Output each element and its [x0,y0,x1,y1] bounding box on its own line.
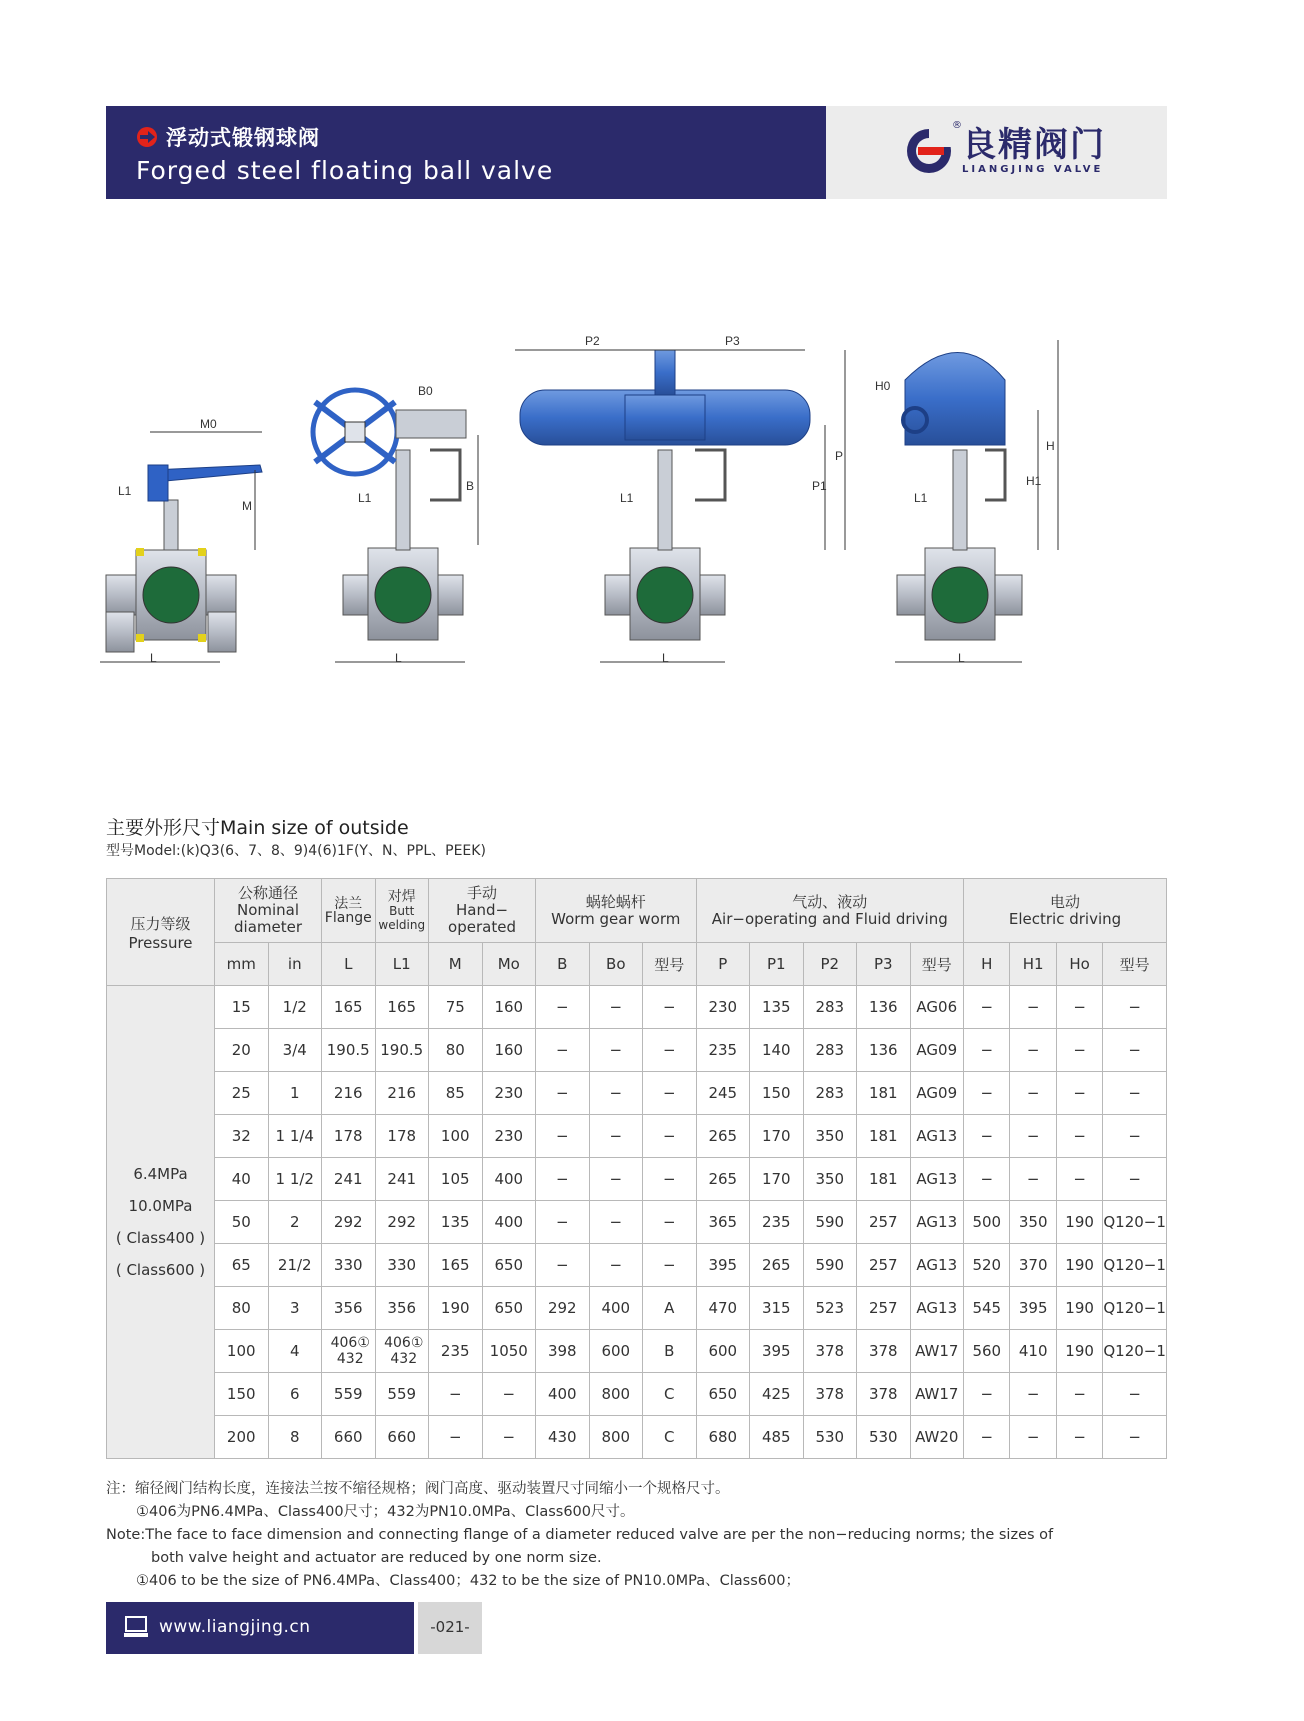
table-cell: − [589,1244,643,1287]
table-cell: 660 [322,1416,376,1459]
table-cell: − [1056,1416,1102,1459]
table-cell: 50 [215,1201,269,1244]
dim-H0: H0 [875,379,891,393]
dim-P: P [835,449,844,463]
table-cell: 178 [375,1115,429,1158]
page-number: -021- [430,1618,470,1636]
table-cell: 160 [482,986,536,1029]
table-cell: AG13 [910,1244,964,1287]
table-cell: 257 [857,1244,911,1287]
header-flange: 法兰 Flange [322,879,376,943]
table-cell: − [589,1115,643,1158]
table-cell: − [964,1373,1010,1416]
table-cell: 181 [857,1072,911,1115]
table-cell: 265 [696,1115,750,1158]
table-cell: 75 [429,986,483,1029]
table-cell: 283 [803,1029,857,1072]
brand-panel [826,106,1167,199]
table-cell: AG13 [910,1201,964,1244]
table-cell: 160 [482,1029,536,1072]
table-cell: 400 [536,1373,590,1416]
table-row [107,1373,1167,1416]
table-cell: 257 [857,1201,911,1244]
table-cell: − [429,1373,483,1416]
table-cell: 170 [750,1158,804,1201]
table-cell: 135 [429,1201,483,1244]
table-cell: 356 [375,1287,429,1330]
table-cell: − [643,986,697,1029]
table-cell: 100 [429,1115,483,1158]
table-cell: 230 [482,1072,536,1115]
dim-M0: M0 [200,417,217,431]
table-cell: 1 1/2 [268,1158,322,1201]
brand-logo [904,120,1106,176]
table-cell: − [1010,1158,1056,1201]
table-cell: 136 [857,986,911,1029]
table-cell: 3/4 [268,1029,322,1072]
table-cell: 395 [1010,1287,1056,1330]
table-cell: − [1010,1072,1056,1115]
table-cell: 80 [215,1287,269,1330]
table-row [107,1072,1167,1115]
registered-mark: ® [952,120,962,131]
table-cell: 283 [803,986,857,1029]
table-cell: 365 [696,1201,750,1244]
table-row [107,1115,1167,1158]
dim-P3: P3 [725,334,740,348]
table-cell: B [643,1330,697,1373]
table-cell: − [536,1158,590,1201]
table-cell: 85 [429,1072,483,1115]
table-cell: 559 [375,1373,429,1416]
dim-L-2: L [395,651,402,665]
table-cell: − [964,1115,1010,1158]
table-cell: − [964,986,1010,1029]
note-line-5: ①406 to be the size of PN6.4MPa、Class400；432 to be the size of PN10.0MPa、Class600； [136,1573,800,1589]
table-cell: 292 [322,1201,376,1244]
table-cell: 800 [589,1416,643,1459]
header-hand-operated: 手动 Hand− operated [429,879,536,943]
table-cell: 190 [1056,1244,1102,1287]
table-cell: 400 [589,1287,643,1330]
note-line-1: 注：缩径阀门结构长度，连接法兰按不缩径规格；阀门高度、驱动装置尺寸同缩小一个规格尺寸。 [106,1481,730,1497]
section-title: 主要外形尺寸Main size of outside [106,817,409,839]
table-cell: 190 [1056,1287,1102,1330]
table-cell: 590 [803,1244,857,1287]
dim-B0: B0 [418,384,433,398]
table-cell: 80 [429,1029,483,1072]
table-cell: 400 [482,1201,536,1244]
subheader-cell: 型号 [1103,943,1167,986]
subheader-cell: L1 [375,943,429,986]
table-cell: 378 [857,1373,911,1416]
valve-hand-operated [100,417,262,665]
table-cell: AG13 [910,1158,964,1201]
table-cell: − [643,1244,697,1287]
header-electric: 电动 Electric driving [964,879,1167,943]
header-air-fluid: 气动、液动 Air−operating and Fluid driving [696,879,964,943]
table-cell: Q120−1 [1103,1244,1167,1287]
table-cell: AW17 [910,1330,964,1373]
table-cell: 292 [536,1287,590,1330]
table-cell: 560 [964,1330,1010,1373]
header-nominal-diameter: 公称通径 Nominal diameter [215,879,322,943]
table-cell: AG09 [910,1029,964,1072]
subheader-cell: P1 [750,943,804,986]
dim-B: B [466,479,475,493]
table-cell: − [536,1072,590,1115]
table-cell: 190 [1056,1201,1102,1244]
dim-P2: P2 [585,334,600,348]
table-cell: Q120−1 [1103,1201,1167,1244]
table-cell: Q120−1 [1103,1287,1167,1330]
subheader-cell: P [696,943,750,986]
table-cell: AG13 [910,1115,964,1158]
table-cell: 265 [750,1244,804,1287]
table-cell: 136 [857,1029,911,1072]
table-cell: − [589,1029,643,1072]
table-cell: 190.5 [322,1029,376,1072]
pressure-line: ( Class400 ) [115,1229,206,1247]
table-cell: A [643,1287,697,1330]
subheader-cell: 型号 [910,943,964,986]
dim-L-4: L [958,651,965,665]
table-cell: 200 [215,1416,269,1459]
dim-L1-2: L1 [358,491,372,505]
subheader-cell: Bo [589,943,643,986]
table-cell: − [643,1158,697,1201]
table-cell: − [1056,1373,1102,1416]
table-row [107,1244,1167,1287]
subheader-cell: in [268,943,322,986]
dim-P1: P1 [812,479,827,493]
pressure-line: 10.0MPa [128,1197,193,1215]
table-cell: 590 [803,1201,857,1244]
table-cell: − [1010,1416,1056,1459]
table-cell: 283 [803,1072,857,1115]
table-cell: − [1056,1029,1102,1072]
table-cell: 395 [696,1244,750,1287]
table-cell: 406① 432 [375,1330,429,1373]
table-cell: 600 [589,1330,643,1373]
table-cell: 485 [750,1416,804,1459]
table-cell: 523 [803,1287,857,1330]
table-cell: 105 [429,1158,483,1201]
subheader-cell: H [964,943,1010,986]
table-cell: 410 [1010,1330,1056,1373]
table-cell: 559 [322,1373,376,1416]
table-cell: 680 [696,1416,750,1459]
table-cell: − [1103,1158,1167,1201]
table-cell: 230 [482,1115,536,1158]
table-cell: 241 [375,1158,429,1201]
dimension-table [106,878,1167,1459]
table-row [107,1416,1167,1459]
table-cell: 800 [589,1373,643,1416]
table-cell: − [1103,1416,1167,1459]
table-cell: − [964,1158,1010,1201]
table-cell: 165 [429,1244,483,1287]
table-cell: 520 [964,1244,1010,1287]
title-en: Forged steel floating ball valve [136,156,554,185]
table-cell: 150 [750,1072,804,1115]
table-cell: − [964,1072,1010,1115]
table-cell: 406① 432 [322,1330,376,1373]
table-cell: 378 [857,1330,911,1373]
table-cell: − [536,1029,590,1072]
dim-L1-3: L1 [620,491,634,505]
table-cell: 330 [375,1244,429,1287]
website-link[interactable]: www.liangjing.cn [159,1617,311,1637]
table-cell: 178 [322,1115,376,1158]
table-cell: 216 [322,1072,376,1115]
table-cell: 650 [696,1373,750,1416]
table-cell: 3 [268,1287,322,1330]
table-cell: 170 [750,1115,804,1158]
brand-name-en: LIANGJING VALVE [962,163,1104,175]
subheader-cell: B [536,943,590,986]
table-cell: 2 [268,1201,322,1244]
table-cell: 395 [750,1330,804,1373]
dim-L-1: L [150,651,157,665]
table-cell: 1 [268,1072,322,1115]
pressure-line: 6.4MPa [133,1165,188,1183]
table-cell: 330 [322,1244,376,1287]
table-cell: C [643,1416,697,1459]
dim-H1: H1 [1026,474,1042,488]
table-cell: − [589,1158,643,1201]
header-butt-welding: 对焊 Butt welding [375,879,429,943]
page-number-box [418,1602,482,1654]
table-cell: 530 [857,1416,911,1459]
subheader-cell: M [429,943,483,986]
table-cell: 1/2 [268,986,322,1029]
valve-worm-gear [313,384,478,665]
table-cell: C [643,1373,697,1416]
table-cell: 20 [215,1029,269,1072]
dim-L1-1: L1 [118,484,132,498]
table-cell: 265 [696,1158,750,1201]
table-cell: 190 [1056,1330,1102,1373]
table-cell: 545 [964,1287,1010,1330]
table-cell: 181 [857,1158,911,1201]
dim-M: M [242,499,252,513]
valve-drawings [100,334,1170,690]
table-cell: − [482,1373,536,1416]
table-cell: 378 [803,1330,857,1373]
table-cell: − [536,1201,590,1244]
table-cell: − [1056,1115,1102,1158]
table-cell: AG06 [910,986,964,1029]
table-cell: 292 [375,1201,429,1244]
table-cell: 21/2 [268,1244,322,1287]
table-cell: 500 [964,1201,1010,1244]
table-cell: − [643,1072,697,1115]
valve-electric [875,340,1058,665]
table-cell: − [1103,1115,1167,1158]
table-cell: 140 [750,1029,804,1072]
table-cell: − [1056,1072,1102,1115]
table-cell: 1 1/4 [268,1115,322,1158]
table-cell: − [589,1072,643,1115]
table-cell: 235 [429,1330,483,1373]
table-cell: 660 [375,1416,429,1459]
table-cell: − [589,986,643,1029]
table-cell: 650 [482,1244,536,1287]
table-cell: − [536,986,590,1029]
header-worm-gear: 蜗轮蜗杆 Worm gear worm [536,879,697,943]
dim-L1-4: L1 [914,491,928,505]
table-cell: 378 [803,1373,857,1416]
table-cell: − [964,1029,1010,1072]
table-cell: 15 [215,986,269,1029]
table-cell: 216 [375,1072,429,1115]
subheader-cell: mm [215,943,269,986]
table-cell: 235 [696,1029,750,1072]
note-line-3: Note:The face to face dimension and connecting flange of a diameter reduced valve are per the non−reducing norms; the sizes of [106,1527,1054,1543]
table-cell: − [429,1416,483,1459]
table-cell: 370 [1010,1244,1056,1287]
computer-icon [124,1616,148,1638]
table-cell: 470 [696,1287,750,1330]
table-cell: − [1010,1029,1056,1072]
table-cell: 245 [696,1072,750,1115]
table-cell: − [1010,1373,1056,1416]
table-cell: 65 [215,1244,269,1287]
subheader-cell: Ho [1056,943,1102,986]
table-cell: 235 [750,1201,804,1244]
dim-H: H [1046,439,1055,453]
dim-L-3: L [662,651,669,665]
table-cell: 400 [482,1158,536,1201]
table-cell: 100 [215,1330,269,1373]
table-row [107,1029,1167,1072]
table-cell: 150 [215,1373,269,1416]
table-cell: 165 [322,986,376,1029]
table-cell: 32 [215,1115,269,1158]
table-cell: − [1056,986,1102,1029]
table-cell: 6 [268,1373,322,1416]
subheader-cell: Mo [482,943,536,986]
table-cell: 430 [536,1416,590,1459]
table-cell: 350 [803,1115,857,1158]
subheader-cell: 型号 [643,943,697,986]
table-row [107,1158,1167,1201]
subheader-cell: P3 [857,943,911,986]
table-cell: − [643,1201,697,1244]
table-cell: 4 [268,1330,322,1373]
table-cell: 530 [803,1416,857,1459]
table-cell: − [536,1115,590,1158]
table-cell: 165 [375,986,429,1029]
table-cell: 425 [750,1373,804,1416]
table-cell: 181 [857,1115,911,1158]
title-cn: 浮动式锻钢球阀 [166,126,320,150]
table-cell: − [1010,986,1056,1029]
table-cell: 650 [482,1287,536,1330]
subheader-cell: P2 [803,943,857,986]
valve-pneumatic [515,334,845,665]
table-cell: 350 [1010,1201,1056,1244]
table-cell: − [1103,1072,1167,1115]
table-cell: − [1010,1115,1056,1158]
table-cell: 315 [750,1287,804,1330]
table-cell: 398 [536,1330,590,1373]
model-line: 型号Model:(k)Q3(6、7、8、9)4(6)1F(Y、N、PPL、PEEK) [106,843,486,859]
table-cell: − [482,1416,536,1459]
table-cell: 135 [750,986,804,1029]
table-cell: 190.5 [375,1029,429,1072]
table-cell: AW20 [910,1416,964,1459]
table-cell: − [643,1029,697,1072]
subheader-cell: L [322,943,376,986]
table-row [107,986,1167,1029]
table-cell: − [1103,986,1167,1029]
table-cell: AG09 [910,1072,964,1115]
pressure-line: ( Class600 ) [115,1261,206,1279]
header-pressure: 压力等级 Pressure [107,879,215,986]
table-cell: 356 [322,1287,376,1330]
table-cell: − [536,1244,590,1287]
arrow-right-icon [136,126,158,148]
note-line-4: both valve height and actuator are reduced by one norm size. [151,1550,602,1566]
table-cell: − [1103,1373,1167,1416]
subheader-cell: H1 [1010,943,1056,986]
table-row [107,1330,1167,1373]
table-cell: − [1103,1029,1167,1072]
table-cell: AG13 [910,1287,964,1330]
table-cell: 190 [429,1287,483,1330]
table-cell: 8 [268,1416,322,1459]
table-cell: 600 [696,1330,750,1373]
table-cell: − [589,1201,643,1244]
table-row [107,1287,1167,1330]
brand-logo-icon [904,126,954,176]
table-cell: − [964,1416,1010,1459]
pressure-cell [107,986,215,1459]
table-cell: Q120−1 [1103,1330,1167,1373]
table-cell: − [1056,1158,1102,1201]
footer-bar [106,1602,414,1654]
header-banner [106,106,826,199]
table-row [107,1201,1167,1244]
table-cell: 40 [215,1158,269,1201]
note-line-2: ①406为PN6.4MPa、Class400尺寸；432为PN10.0MPa、Class600尺寸。 [136,1504,635,1520]
table-cell: 1050 [482,1330,536,1373]
table-cell: AW17 [910,1373,964,1416]
table-cell: 257 [857,1287,911,1330]
table-cell: 25 [215,1072,269,1115]
table-cell: 241 [322,1158,376,1201]
table-cell: 230 [696,986,750,1029]
brand-name-cn: 良精阀门 [962,124,1106,165]
table-cell: − [643,1115,697,1158]
table-cell: 350 [803,1158,857,1201]
